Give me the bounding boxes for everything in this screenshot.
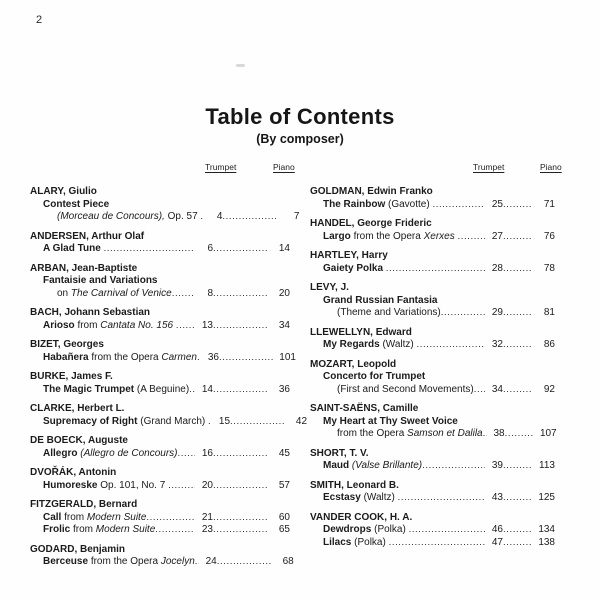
composer-name: CLARKE, Herbert L. xyxy=(30,403,125,414)
piece-title-segment: The Carnival of Venice xyxy=(70,287,172,299)
piece-row xyxy=(30,512,290,525)
piece-row xyxy=(30,384,290,397)
dot-leader xyxy=(213,243,267,256)
piece-title-segment: Habañera xyxy=(43,351,92,363)
toc-entry xyxy=(310,186,555,211)
trumpet-page-number: 6 xyxy=(207,243,213,254)
piano-page-number: 60 xyxy=(278,511,290,523)
toc-columns xyxy=(30,158,562,576)
dot-leader xyxy=(217,556,271,569)
composer-name: DVOŘÁK, Antonin xyxy=(30,467,117,478)
trumpet-page-number: 15 xyxy=(218,415,231,427)
entries-left xyxy=(30,186,308,569)
piece-title-segment: Ecstasy xyxy=(323,492,364,503)
piece-row xyxy=(30,288,290,301)
piece-row xyxy=(310,199,555,212)
piece-title-segment: Concerto for Trumpet xyxy=(323,371,426,382)
piece-title-segment: Op. 57 xyxy=(164,211,201,222)
trumpet-page-number: 25 xyxy=(491,198,503,210)
dot-leader xyxy=(503,307,531,320)
piece-title-segment: The Magic Trumpet xyxy=(43,383,137,395)
dot-leader xyxy=(146,512,195,525)
toc-entry xyxy=(310,512,555,550)
dot-leader xyxy=(441,307,485,320)
piece-title-segment: from xyxy=(64,511,87,523)
piece-title-segment: Jocelyn xyxy=(160,556,195,567)
trumpet-column-header: Trumpet xyxy=(205,162,237,172)
piece-title-segment: from the Opera xyxy=(91,351,162,363)
composer-name: GODARD, Benjamin xyxy=(30,543,126,555)
piece-title-segment: (A Beguine) xyxy=(136,383,190,395)
toc-entry xyxy=(310,282,555,320)
trumpet-page-number: 24 xyxy=(205,556,217,567)
piece-row xyxy=(30,275,290,288)
piece-title-segment: (Morceau de Concours), xyxy=(57,211,165,222)
piece-title-segment: Modern Suite xyxy=(86,511,147,523)
piece-title-segment: Gaiety Polka xyxy=(323,262,386,274)
toc-entry xyxy=(30,263,290,301)
piece-row xyxy=(310,428,555,441)
trumpet-page-number: 23 xyxy=(201,524,213,535)
trumpet-page-number: 46 xyxy=(491,524,503,535)
piece-row xyxy=(30,448,290,461)
toc-entry xyxy=(310,359,555,397)
piece-title-segment: Call xyxy=(43,511,65,523)
composer-name: HANDEL, George Frideric xyxy=(310,218,432,229)
toc-entry xyxy=(30,231,290,256)
trumpet-page-number: 20 xyxy=(201,479,213,491)
dot-leader xyxy=(178,448,196,461)
piece-title-segment: Dewdrops xyxy=(323,524,375,535)
piece-row xyxy=(310,384,555,397)
piece-row xyxy=(310,339,555,352)
dot-leader xyxy=(474,384,485,397)
piece-title-segment: Frolic xyxy=(43,524,74,535)
piece-row xyxy=(310,492,555,505)
piano-page-number: 86 xyxy=(543,339,555,350)
piece-title-segment: My Regards xyxy=(323,339,383,350)
piano-page-number: 68 xyxy=(282,556,294,567)
piano-page-number: 134 xyxy=(538,524,555,535)
toc-entry xyxy=(310,403,555,441)
piece-row xyxy=(30,199,290,212)
composer-name: MOZART, Leopold xyxy=(310,358,397,370)
piano-page-number: 71 xyxy=(543,198,555,210)
toc-entry xyxy=(30,467,290,492)
piece-title-segment: (Polka) xyxy=(354,536,389,548)
dot-leader xyxy=(389,537,485,550)
trumpet-page-number: 47 xyxy=(491,536,503,548)
toc-column-right xyxy=(310,158,562,576)
piece-row xyxy=(310,231,555,244)
dot-leader xyxy=(222,211,276,224)
composer-name: FITZGERALD, Bernard xyxy=(30,499,138,510)
piece-title-segment: Cantata No. 156 xyxy=(100,319,176,331)
dot-leader xyxy=(168,480,195,493)
dot-leader xyxy=(213,288,267,301)
piano-page-number: 81 xyxy=(543,307,555,318)
dot-leader xyxy=(503,460,531,473)
piano-page-number: 45 xyxy=(278,447,290,459)
piece-title-segment: from xyxy=(77,319,101,331)
toc-entry xyxy=(30,307,290,332)
trumpet-page-number: 36 xyxy=(207,351,219,363)
dot-leader xyxy=(458,231,486,244)
trumpet-page-number: 38 xyxy=(493,428,505,439)
piece-title-segment: Grand Russian Fantasia xyxy=(323,294,438,306)
trumpet-page-number: 16 xyxy=(201,447,213,459)
piano-page-number: 57 xyxy=(278,479,290,491)
piece-title-segment: Berceuse xyxy=(43,556,91,567)
dot-leader xyxy=(432,199,485,212)
piece-row xyxy=(310,307,555,320)
trumpet-column-header: Trumpet xyxy=(473,162,505,172)
toc-entry xyxy=(30,499,290,537)
piano-page-number: 78 xyxy=(543,262,555,274)
composer-name: GOLDMAN, Edwin Franko xyxy=(310,186,433,197)
scan-speck-artifact xyxy=(236,64,245,67)
piece-title-segment: (Waltz) xyxy=(382,339,417,350)
piece-row xyxy=(30,243,290,256)
composer-name: ANDERSEN, Arthur Olaf xyxy=(30,230,145,242)
piece-title-segment: Contest Piece xyxy=(43,198,110,210)
piano-page-number: 36 xyxy=(278,383,290,395)
dot-leader xyxy=(230,416,284,429)
dot-leader xyxy=(503,231,531,244)
piece-row xyxy=(310,460,555,473)
piano-page-number: 101 xyxy=(279,351,296,363)
composer-name: BACH, Johann Sebastian xyxy=(30,307,151,318)
dot-leader xyxy=(409,524,485,537)
dot-leader xyxy=(503,263,531,276)
piece-row xyxy=(30,415,308,429)
dot-leader xyxy=(503,199,531,212)
entries-right xyxy=(310,186,555,549)
trumpet-page-number: 34 xyxy=(491,383,503,395)
piece-row xyxy=(310,524,555,537)
dot-leader xyxy=(213,480,267,493)
trumpet-page-number: 28 xyxy=(491,262,503,274)
column-headers-right xyxy=(310,158,562,174)
trumpet-page-number: 32 xyxy=(491,339,503,350)
piece-title-segment: on xyxy=(57,287,71,299)
piece-row xyxy=(30,524,290,537)
toc-entry xyxy=(310,218,555,243)
piano-column-header: Piano xyxy=(540,162,562,172)
piece-row xyxy=(310,371,555,384)
piano-page-number: 125 xyxy=(538,492,555,503)
dot-leader xyxy=(213,448,267,461)
composer-name: ALARY, Giulio xyxy=(30,186,97,197)
title-block xyxy=(0,104,600,146)
toc-entry xyxy=(310,448,555,473)
dot-leader xyxy=(219,352,273,365)
dot-leader xyxy=(176,320,195,333)
piece-title-segment: Largo xyxy=(323,230,354,242)
dot-leader xyxy=(503,524,531,537)
trumpet-page-number: 39 xyxy=(491,460,503,471)
toc-entry xyxy=(310,327,555,352)
composer-name: HARTLEY, Harry xyxy=(310,250,388,261)
piece-title-segment: A Glad Tune xyxy=(43,243,104,254)
dot-leader xyxy=(503,384,531,397)
piece-row xyxy=(30,211,300,224)
piece-title-segment: Maud xyxy=(323,460,352,471)
dot-leader xyxy=(213,384,267,397)
trumpet-page-number: 8 xyxy=(207,287,213,299)
toc-entry xyxy=(30,371,290,396)
piece-title-segment: from the Opera xyxy=(90,556,161,567)
piece-title-segment: The Rainbow xyxy=(323,198,388,210)
piece-title-segment: Modern Suite xyxy=(95,524,156,535)
toc-entry xyxy=(30,339,296,364)
piece-row xyxy=(310,295,555,308)
piece-title-segment: Supremacy of Right xyxy=(43,415,141,427)
piano-page-number: 76 xyxy=(543,230,555,242)
piece-title-segment: Op. 101, No. 7 xyxy=(100,479,169,491)
piece-title-segment: Xerxes xyxy=(423,230,458,242)
page-subtitle: (By composer) xyxy=(256,132,344,146)
piano-page-number: 14 xyxy=(278,243,290,254)
dot-leader xyxy=(172,288,195,301)
trumpet-page-number: 43 xyxy=(491,492,503,503)
trumpet-page-number: 4 xyxy=(216,211,223,222)
composer-name: BIZET, Georges xyxy=(30,339,104,350)
piano-page-number: 42 xyxy=(295,415,308,427)
toc-entry xyxy=(30,543,294,569)
piece-title-segment: Carmen xyxy=(161,351,197,363)
dot-leader xyxy=(398,492,485,505)
piano-page-number: 34 xyxy=(278,319,290,331)
dot-leader xyxy=(213,320,267,333)
piano-page-number: 107 xyxy=(539,428,557,439)
piece-title-segment: (Gavotte) xyxy=(388,198,433,210)
dot-leader xyxy=(417,339,485,352)
piece-title-segment: Samson et Dalila xyxy=(407,428,483,439)
composer-name: LLEWELLYN, Edward xyxy=(310,326,412,338)
page-number: 2 xyxy=(36,14,43,26)
toc-entry xyxy=(30,403,308,428)
dot-leader xyxy=(155,524,195,537)
piece-title-segment: from the Opera xyxy=(353,230,424,242)
piano-page-number: 113 xyxy=(539,460,555,471)
dot-leader xyxy=(422,460,485,473)
piano-page-number: 20 xyxy=(278,287,290,299)
toc-entry xyxy=(30,186,300,224)
dot-leader xyxy=(503,492,531,505)
composer-name: ARBAN, Jean-Baptiste xyxy=(30,262,138,274)
dot-leader xyxy=(213,512,267,525)
piece-title-segment: from the Opera xyxy=(337,428,408,439)
piece-title-segment: (Waltz) xyxy=(363,492,398,503)
piano-page-number: 7 xyxy=(293,211,300,222)
dot-leader xyxy=(213,524,267,537)
composer-name: BURKE, James F. xyxy=(30,371,113,382)
piece-title-segment: (Theme and Variations) xyxy=(337,307,441,318)
page-title: Table of Contents xyxy=(205,104,395,129)
piece-title-segment: (Grand March) xyxy=(140,415,209,427)
piano-column-header: Piano xyxy=(273,162,295,172)
piece-title-segment: My Heart at Thy Sweet Voice xyxy=(323,415,458,427)
toc-entry xyxy=(310,250,555,275)
trumpet-page-number: 29 xyxy=(491,307,503,318)
piece-title-segment: (Polka) xyxy=(374,524,409,535)
piano-page-number: 65 xyxy=(278,524,290,535)
composer-name: SMITH, Leonard B. xyxy=(310,479,399,491)
dot-leader xyxy=(503,537,531,550)
piece-title-segment: Lilacs xyxy=(323,536,355,548)
piece-title-segment: Arioso xyxy=(43,319,78,331)
trumpet-page-number: 27 xyxy=(491,230,503,242)
composer-name: SHORT, T. V. xyxy=(310,447,369,459)
piano-page-number: 92 xyxy=(543,383,555,395)
piece-row xyxy=(30,320,290,333)
toc-entry xyxy=(310,480,555,505)
toc-column-left xyxy=(30,158,308,576)
piece-title-segment: (Valse Brillante) xyxy=(351,460,423,471)
column-headers-left xyxy=(30,158,295,174)
composer-name: VANDER COOK, H. A. xyxy=(310,511,413,523)
piece-title-segment: from xyxy=(73,524,96,535)
dot-leader xyxy=(386,263,485,276)
trumpet-page-number: 14 xyxy=(201,383,213,395)
piece-row xyxy=(310,263,555,276)
piece-title-segment: Fantaisie and Variations xyxy=(43,275,158,286)
composer-name: SAINT-SAËNS, Camille xyxy=(310,403,419,414)
piece-title-segment: (First and Second Movements) xyxy=(337,383,474,395)
piece-title-segment: Humoreske xyxy=(43,479,101,491)
trumpet-page-number: 13 xyxy=(201,319,213,331)
piano-page-number: 138 xyxy=(538,536,555,548)
dot-leader xyxy=(503,339,531,352)
composer-name: DE BOECK, Auguste xyxy=(30,435,128,446)
piece-title-segment: Allegro xyxy=(43,447,81,459)
piece-title-segment: (Allegro de Concours) xyxy=(80,447,178,459)
piece-row xyxy=(30,351,296,365)
piece-row xyxy=(30,556,294,569)
dot-leader xyxy=(104,243,195,256)
piece-row xyxy=(30,480,290,493)
toc-entry xyxy=(30,435,290,460)
trumpet-page-number: 21 xyxy=(201,511,213,523)
dot-leader xyxy=(505,428,533,441)
piece-row xyxy=(310,537,555,550)
composer-name: LEVY, J. xyxy=(310,282,349,293)
piece-row xyxy=(310,416,555,429)
